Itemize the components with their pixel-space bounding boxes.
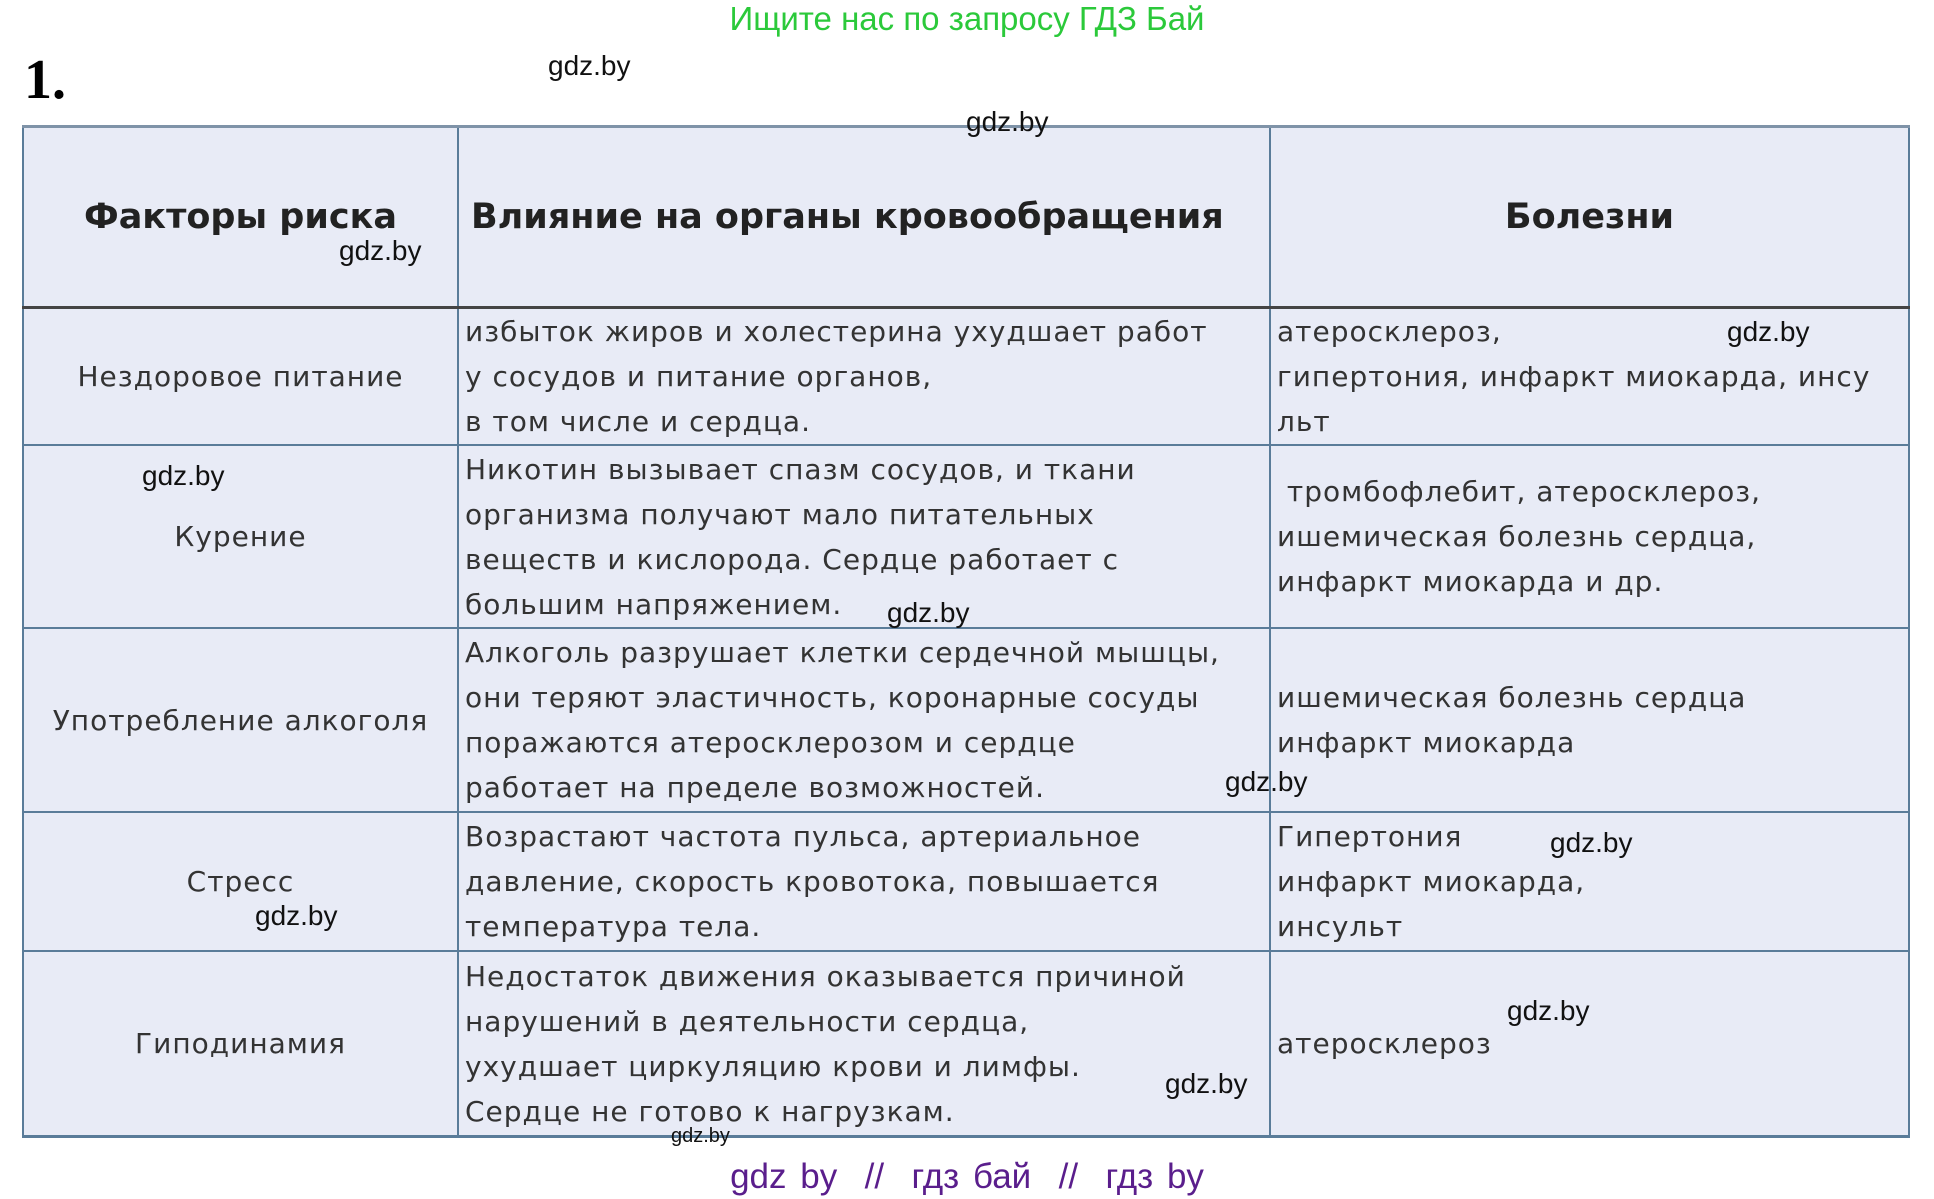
disease-cell bbox=[1270, 308, 1909, 446]
disease-line: Гипертония bbox=[1277, 820, 1463, 853]
effect-line: Недостаток движения оказывается причиной bbox=[465, 959, 1186, 993]
disease-line: инфаркт миокарда, bbox=[1277, 865, 1586, 898]
header-diseases: Болезни bbox=[1270, 127, 1909, 308]
effect-cell bbox=[458, 628, 1270, 812]
effect-cell bbox=[458, 812, 1270, 951]
watermark: gdz.by bbox=[1550, 827, 1633, 858]
disease-cell bbox=[1270, 951, 1909, 1137]
watermark: gdz.by bbox=[887, 597, 970, 628]
disease-line: тромбофлебит, атеросклероз, bbox=[1277, 475, 1761, 508]
disease-line: льт bbox=[1277, 405, 1331, 438]
watermark: gdz.by bbox=[1727, 316, 1810, 347]
watermark: gdz.by bbox=[1165, 1068, 1248, 1099]
header-circulation-impact: Влияние на органы кровообращения bbox=[458, 127, 1270, 308]
table-row bbox=[23, 308, 1909, 446]
effect-line: Никотин вызывает спазм сосудов, и ткани bbox=[465, 452, 1136, 486]
effect-line: Алкоголь разрушает клетки сердечной мышцы, bbox=[465, 636, 1220, 669]
effect-cell bbox=[458, 308, 1270, 446]
risk-factors-table bbox=[22, 125, 1910, 1138]
disease-cell bbox=[1270, 445, 1909, 628]
watermark: gdz.by bbox=[142, 460, 225, 491]
effect-line: Сердце не готово к нагрузкам. bbox=[465, 1094, 955, 1128]
effect-line: давление, скорость кровотока, повышается bbox=[465, 865, 1160, 898]
disease-line: инфаркт миокарда и др. bbox=[1277, 565, 1664, 598]
watermark: gdz.by bbox=[339, 235, 422, 266]
disease-line: инсульт bbox=[1277, 910, 1404, 943]
disease-line: ишемическая болезнь сердца, bbox=[1277, 520, 1757, 553]
disease-line: инфаркт миокарда bbox=[1277, 726, 1576, 759]
effect-line: работает на пределе возможностей. bbox=[465, 771, 1045, 804]
effect-line: ухудшает циркуляцию крови и лимфы. bbox=[465, 1049, 1081, 1083]
factor-cell: Нездоровое питание bbox=[23, 308, 458, 446]
effect-line: веществ и кислорода. Сердце работает с bbox=[465, 542, 1120, 576]
factor-cell: Употребление алкоголя bbox=[23, 628, 458, 812]
watermark: gdz.by bbox=[671, 1125, 730, 1147]
effect-line: большим напряжением. bbox=[465, 587, 843, 621]
watermark: gdz.by bbox=[255, 900, 338, 931]
effect-line: Возрастают частота пульса, артериальное bbox=[465, 820, 1141, 853]
disease-cell bbox=[1270, 628, 1909, 812]
effect-line: организма получают мало питательных bbox=[465, 497, 1095, 531]
effect-line: избыток жиров и холестерина ухудшает работ bbox=[465, 315, 1208, 348]
disease-line: ишемическая болезнь сердца bbox=[1277, 681, 1747, 714]
watermark: gdz.by bbox=[1507, 995, 1590, 1026]
effect-cell bbox=[458, 951, 1270, 1137]
table-row bbox=[23, 951, 1909, 1137]
factor-cell: Гиподинамия bbox=[23, 951, 458, 1137]
factor-cell: Стресс bbox=[23, 812, 458, 951]
table-row bbox=[23, 628, 1909, 812]
effect-cell bbox=[458, 445, 1270, 628]
disease-line: атеросклероз bbox=[1277, 1027, 1492, 1060]
top-banner: Ищите нас по запросу ГДЗ Бай bbox=[729, 0, 1205, 37]
effect-line: они теряют эластичность, коронарные сосуды bbox=[465, 681, 1200, 714]
disease-line: гипертония, инфаркт миокарда, инсу bbox=[1277, 360, 1871, 393]
factor-cell: Курение bbox=[23, 445, 458, 628]
disease-line: атеросклероз, bbox=[1277, 315, 1502, 348]
header-risk-factors: Факторы риска bbox=[23, 127, 458, 308]
watermark: gdz.by bbox=[966, 106, 1049, 137]
watermark: gdz.by bbox=[1225, 766, 1308, 797]
effect-line: температура тела. bbox=[465, 910, 762, 943]
footer-links: gdz by // гдз бай // гдз by bbox=[730, 1157, 1204, 1196]
effect-line: нарушений в деятельности сердца, bbox=[465, 1004, 1030, 1038]
effect-line: поражаются атеросклерозом и сердце bbox=[465, 726, 1076, 759]
task-number: 1. bbox=[24, 49, 66, 111]
table-header-row bbox=[23, 127, 1909, 308]
watermark: gdz.by bbox=[548, 50, 631, 81]
effect-line: у сосудов и питание органов, bbox=[465, 360, 933, 393]
effect-line: в том числе и сердца. bbox=[465, 405, 811, 438]
